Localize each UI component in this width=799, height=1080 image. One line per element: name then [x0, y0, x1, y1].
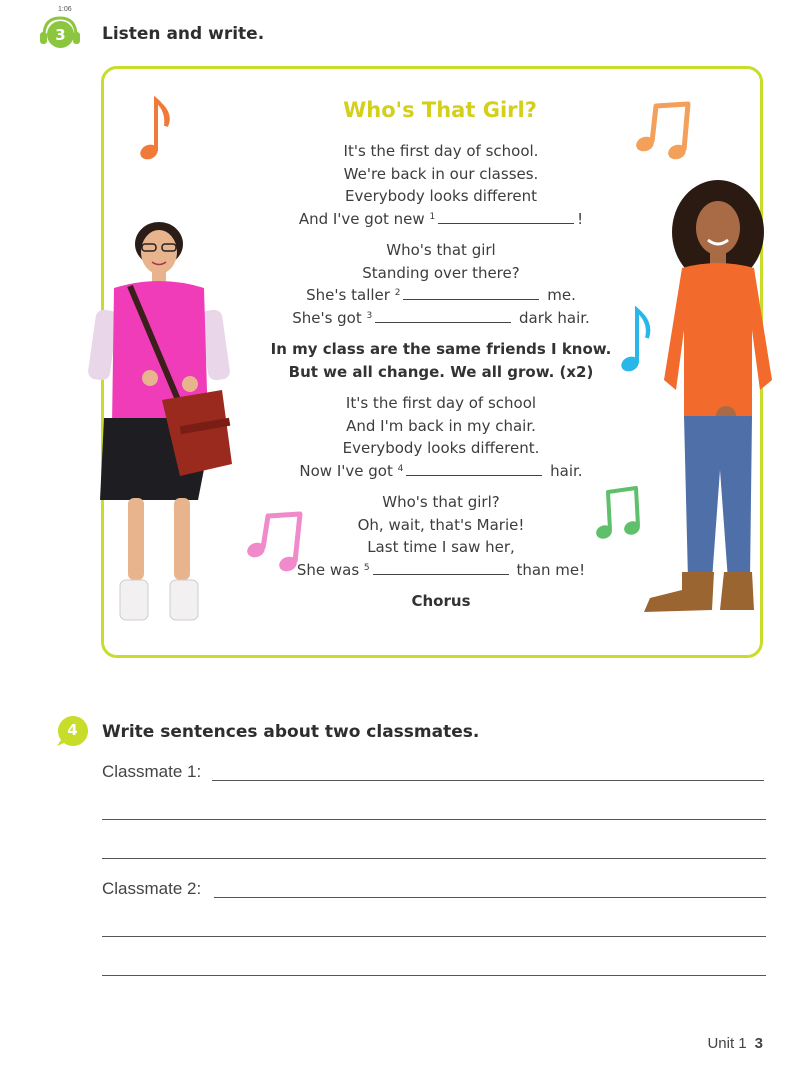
lyric-line: Who's that girl	[386, 241, 496, 259]
peach-music-note-icon	[634, 98, 696, 162]
chorus-line: But we all change. We all grow. (x2)	[288, 362, 594, 381]
lyric-text: !	[577, 209, 584, 228]
writing-line[interactable]	[212, 780, 764, 781]
chorus-label: Chorus	[411, 592, 471, 610]
blank-number: 4	[397, 463, 404, 474]
lyric-line-with-blank	[250, 559, 632, 582]
track-number: 1:06	[58, 6, 72, 13]
lyric-line: Everybody looks different.	[342, 439, 540, 457]
orange-music-note-icon	[138, 96, 172, 164]
writing-line[interactable]	[102, 936, 766, 937]
lyric-line-with-blank	[250, 460, 632, 483]
exercise-4-instruction: Write sentences about two classmates.	[102, 722, 480, 742]
lyric-text: me.	[547, 286, 576, 304]
lyric-line-with-blank	[250, 208, 632, 231]
blank-number: 2	[394, 288, 401, 298]
stanza-3	[250, 392, 632, 482]
lyric-text: dark hair.	[519, 308, 590, 327]
writing-line[interactable]	[102, 819, 766, 820]
stanza-chorus	[250, 338, 632, 383]
lyric-text: than me!	[516, 560, 586, 579]
exercise-4-badge: 4	[67, 720, 78, 739]
answer-blank-1[interactable]	[438, 209, 574, 224]
stanza-4	[250, 491, 632, 581]
lyric-text: She's got	[292, 308, 362, 327]
stanza-1	[250, 140, 632, 230]
lyric-text: She was	[296, 560, 360, 579]
lyric-line: Last time I saw her,	[367, 538, 515, 556]
chorus-line: In my class are the same friends I know.	[270, 340, 612, 358]
blank-number: 5	[363, 562, 370, 573]
lyric-line: We're back in our classes.	[343, 164, 539, 183]
writing-line[interactable]	[102, 975, 766, 976]
girl-with-bag-illustration	[86, 214, 236, 626]
lyric-line: Oh, wait, that's Marie!	[357, 515, 525, 534]
blank-number: 3	[366, 310, 373, 321]
blank-number: 1	[429, 211, 436, 222]
classmate-2-label: Classmate 2:	[102, 879, 202, 898]
lyric-line: Who's that girl?	[382, 493, 500, 511]
girl-orange-shirt-illustration	[640, 180, 786, 626]
lyric-text: And I've got new	[298, 209, 425, 228]
lyric-line: It's the first day of school.	[343, 142, 539, 160]
exercise-3-badge: 3	[47, 21, 74, 48]
answer-blank-3[interactable]	[375, 308, 511, 323]
writing-line[interactable]	[102, 858, 766, 859]
writing-line[interactable]	[214, 897, 766, 898]
exercise-3-instruction: Listen and write.	[102, 24, 265, 44]
lyric-text: She's taller	[306, 286, 390, 304]
lyric-line-with-blank	[250, 307, 632, 330]
lyric-line: It's the first day of school	[345, 394, 537, 412]
answer-blank-2[interactable]	[403, 285, 539, 300]
unit-label: Unit 1	[707, 1035, 747, 1052]
lyric-line: And I'm back in my chair.	[346, 416, 536, 435]
lyric-text: hair.	[550, 461, 583, 480]
lyric-line: Everybody looks different	[345, 187, 537, 205]
answer-blank-4[interactable]	[406, 461, 542, 476]
lyric-text: Now I've got	[299, 461, 393, 480]
song-title: Who's That Girl?	[343, 98, 537, 122]
classmate-1-label: Classmate 1:	[102, 762, 202, 781]
lyrics	[250, 140, 632, 613]
page-footer	[707, 1035, 763, 1052]
stanza-2	[250, 239, 632, 329]
lyric-line-with-blank	[250, 284, 632, 307]
page-number: 3	[754, 1035, 763, 1052]
answer-blank-5[interactable]	[373, 560, 509, 575]
lyric-line: Standing over there?	[362, 263, 520, 282]
